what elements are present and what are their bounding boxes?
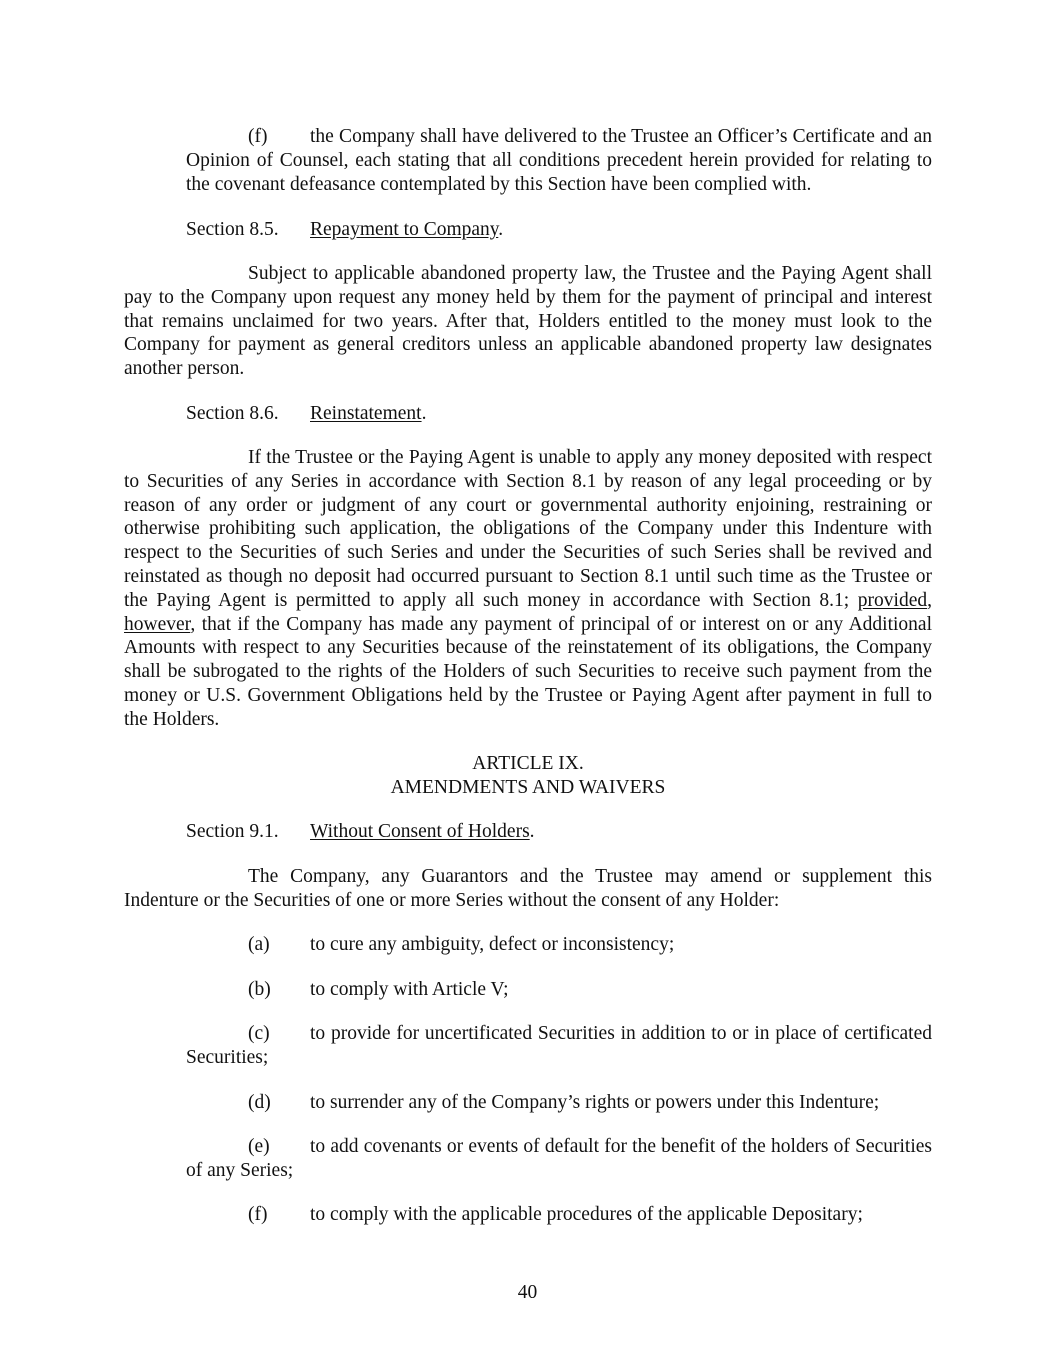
clause-d [186,1091,932,1115]
separator-comma: , [927,589,932,611]
clause-label: (e) [248,1136,270,1157]
clause-label: (b) [248,979,271,1000]
section-number: Section 8.5. [186,219,279,240]
section-number: Section 8.6. [186,403,279,424]
clause-text: to surrender any of the Company’s rights or powers under this Indenture; [310,1092,880,1113]
article-title: AMENDMENTS AND WAIVERS [390,777,666,798]
section-number: Section 9.1. [186,821,279,842]
clause-text: the Company shall have delivered to the Trustee an Officer’s Certificate and an Opinion of Counsel, each stating that all conditions precedent herein provided for relating to the covenant defeasance contemplated by this Section have been complied with. [186,126,932,195]
clause-c [186,1022,932,1070]
article-number: ARTICLE IX. [472,753,584,774]
provided-term: provided [857,589,928,611]
section-title: Repayment to Company [310,219,499,240]
clause-text: to comply with the applicable procedures of the applicable Depositary; [310,1204,863,1225]
clause-e [186,1135,932,1183]
section-8-6-heading [186,402,932,426]
clause-f-covenant-defeasance [186,125,932,196]
section-9-1-paragraph: The Company, any Guarantors and the Trustee may amend or supplement this Indenture or the Securities of one or more Series without the consent of any Holder: [124,866,932,911]
section-title: Without Consent of Holders [310,821,530,842]
section-8-6-paragraph [124,446,932,732]
section-title-period: . [529,821,535,842]
however-term: however [124,613,191,635]
clause-label: (c) [248,1023,270,1044]
section-title-period: . [498,219,504,240]
section-8-5-heading [186,218,932,242]
clause-label: (f) [248,1204,268,1225]
paragraph-text-part-2: , that if the Company has made any payment of principal of or interest on or any Additional Amounts with respect to any Securities because of the reinstatement of its obligations, the Company shall be subrogated to the rights of the Holders of such Securities to receive such payment from the money or U.S. Government Obligations held by the Trustee or Paying Agent after payment in full to the Holders. [124,613,932,730]
section-title: Reinstatement [310,403,422,424]
clause-label: (f) [248,126,268,147]
paragraph-text-part-1: If the Trustee or the Paying Agent is unable to apply any money deposited with respect to Securities of any Series in accordance with Section 8.1 by reason of any legal proceeding or by reason of any order or judgment of any court or governmental authority enjoining, restraining or otherwise prohibiting such application, the obligations of the Company under this Indenture with respect to the Securities of such Series and under the Securities of such Series shall be revived and reinstated as though no deposit had occurred pursuant to Section 8.1 until such time as the Trustee or the Paying Agent is permitted to apply all such money in accordance with Section 8.1; [124,447,932,611]
clause-text: to cure any ambiguity, defect or inconsistency; [310,934,675,955]
section-title-period: . [421,403,427,424]
clause-a [186,933,932,957]
clause-label: (a) [248,934,270,955]
section-9-1-heading [186,820,932,844]
clause-text: to provide for uncertificated Securities in addition to or in place of certificated Securities; [186,1023,932,1068]
section-8-5-paragraph: Subject to applicable abandoned property law, the Trustee and the Paying Agent shall pay to the Company upon request any money held by them for the payment of principal and interest that remains unclaimed for two years. After that, Holders entitled to the money must look to the Company for payment as general creditors unless an applicable abandoned property law designates another person. [124,263,932,380]
clause-label: (d) [248,1092,271,1113]
page-number: 40 [517,1282,538,1303]
clause-text: to comply with Article V; [310,979,509,1000]
clause-b [186,978,932,1002]
clause-text: to add covenants or events of default for the benefit of the holders of Securities of any Series; [186,1136,932,1181]
clause-f [186,1203,932,1227]
